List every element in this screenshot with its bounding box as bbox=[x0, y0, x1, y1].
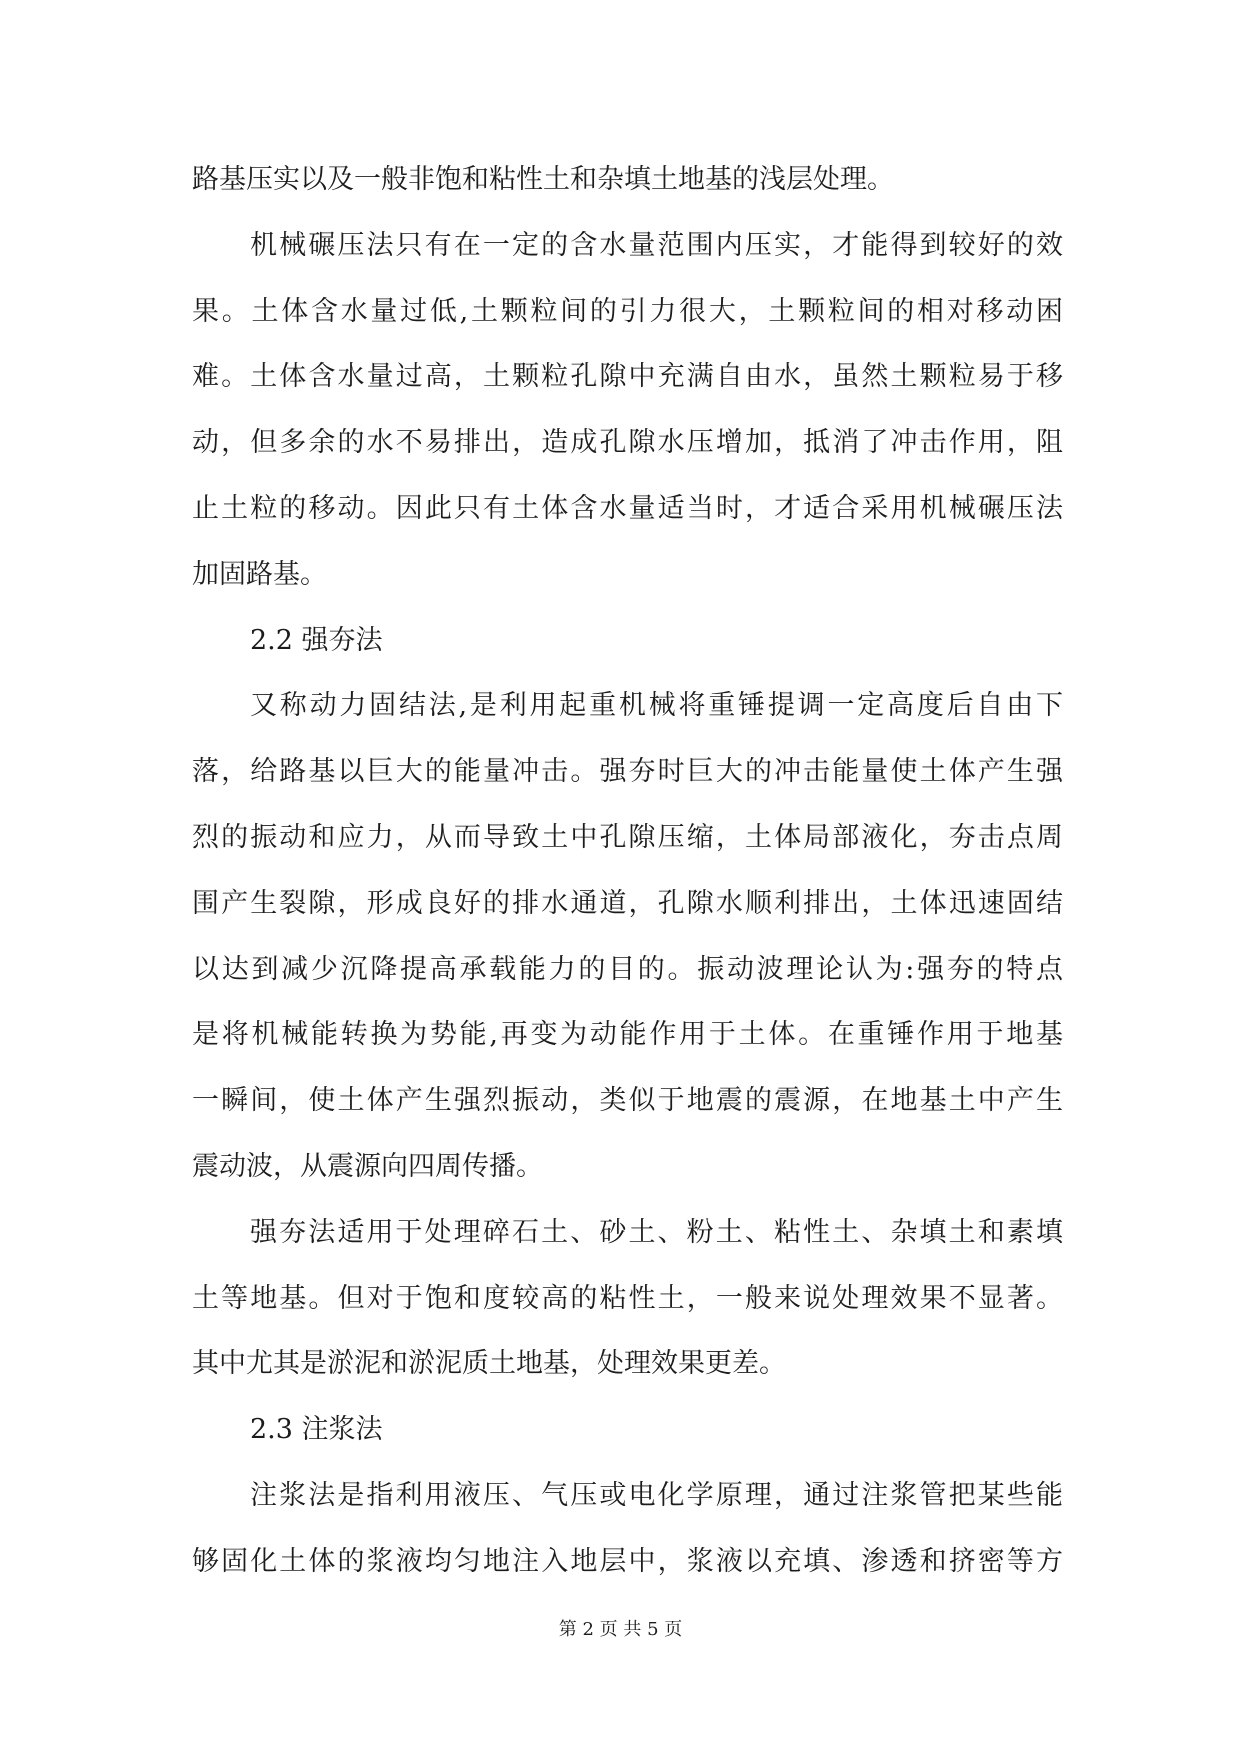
paragraph-line: 以达到减少沉降提高承载能力的目的。振动波理论认为:强夯的特点 bbox=[192, 953, 1063, 985]
page-number-indicator: 第 2 页 共 5 页 bbox=[558, 1619, 683, 1640]
paragraph-line: 围产生裂隙，形成良好的排水通道，孔隙水顺利排出，土体迅速固结 bbox=[192, 887, 1063, 919]
paragraph-line: 机械碾压法只有在一定的含水量范围内压实，才能得到较好的效 bbox=[250, 229, 1063, 261]
paragraph-line: 动，但多余的水不易排出，造成孔隙水压增加，抵消了冲击作用，阻 bbox=[192, 427, 1063, 459]
paragraph-line: 路基压实以及一般非饱和粘性土和杂填土地基的浅层处理。 bbox=[192, 164, 894, 195]
paragraph-line: 是将机械能转换为势能,再变为动能作用于土体。在重锤作用于地基 bbox=[192, 1019, 1063, 1051]
paragraph-line: 注浆法是指利用液压、气压或电化学原理，通过注浆管把某些能 bbox=[250, 1479, 1063, 1511]
paragraph-line: 加固路基。 bbox=[192, 558, 327, 590]
paragraph-line: 烈的振动和应力，从而导致土中孔隙压缩，土体局部液化，夯击点周 bbox=[192, 821, 1063, 853]
paragraph-line: 止土粒的移动。因此只有土体含水量适当时，才适合采用机械碾压法 bbox=[192, 492, 1063, 524]
paragraph-line: 落，给路基以巨大的能量冲击。强夯时巨大的冲击能量使土体产生强 bbox=[192, 756, 1063, 788]
paragraph-line: 强夯法适用于处理碎石土、砂土、粉土、粘性土、杂填土和素填 bbox=[250, 1216, 1063, 1248]
paragraph-line: 其中尤其是淤泥和淤泥质土地基，处理效果更差。 bbox=[192, 1348, 786, 1380]
paragraph-line: 又称动力固结法,是利用起重机械将重锤提调一定高度后自由下 bbox=[250, 690, 1063, 722]
section-heading-text: 2.2 强夯法 bbox=[250, 624, 383, 656]
paragraph-line: 果。土体含水量过低,土颗粒间的引力很大，土颗粒间的相对移动困 bbox=[192, 295, 1063, 327]
page-footer bbox=[0, 1618, 1241, 1642]
section-heading-text: 2.3 注浆法 bbox=[250, 1414, 383, 1446]
paragraph-line: 一瞬间，使土体产生强烈振动，类似于地震的震源，在地基土中产生 bbox=[192, 1085, 1063, 1117]
paragraph bbox=[192, 673, 1063, 1199]
paragraph bbox=[192, 1463, 1063, 1595]
paragraph bbox=[192, 1200, 1063, 1397]
paragraph-line: 够固化土体的浆液均匀地注入地层中，浆液以充填、渗透和挤密等方 bbox=[192, 1545, 1063, 1577]
paragraph bbox=[192, 147, 1063, 213]
section-heading bbox=[192, 1397, 1063, 1463]
paragraph-line: 震动波，从震源向四周传播。 bbox=[192, 1150, 543, 1182]
paragraph bbox=[192, 213, 1063, 608]
section-heading bbox=[192, 608, 1063, 674]
paragraph-line: 土等地基。但对于饱和度较高的粘性土，一般来说处理效果不显著。 bbox=[192, 1282, 1063, 1314]
document-body bbox=[192, 147, 1063, 1595]
paragraph-line: 难。土体含水量过高，土颗粒孔隙中充满自由水，虽然土颗粒易于移 bbox=[192, 361, 1063, 393]
